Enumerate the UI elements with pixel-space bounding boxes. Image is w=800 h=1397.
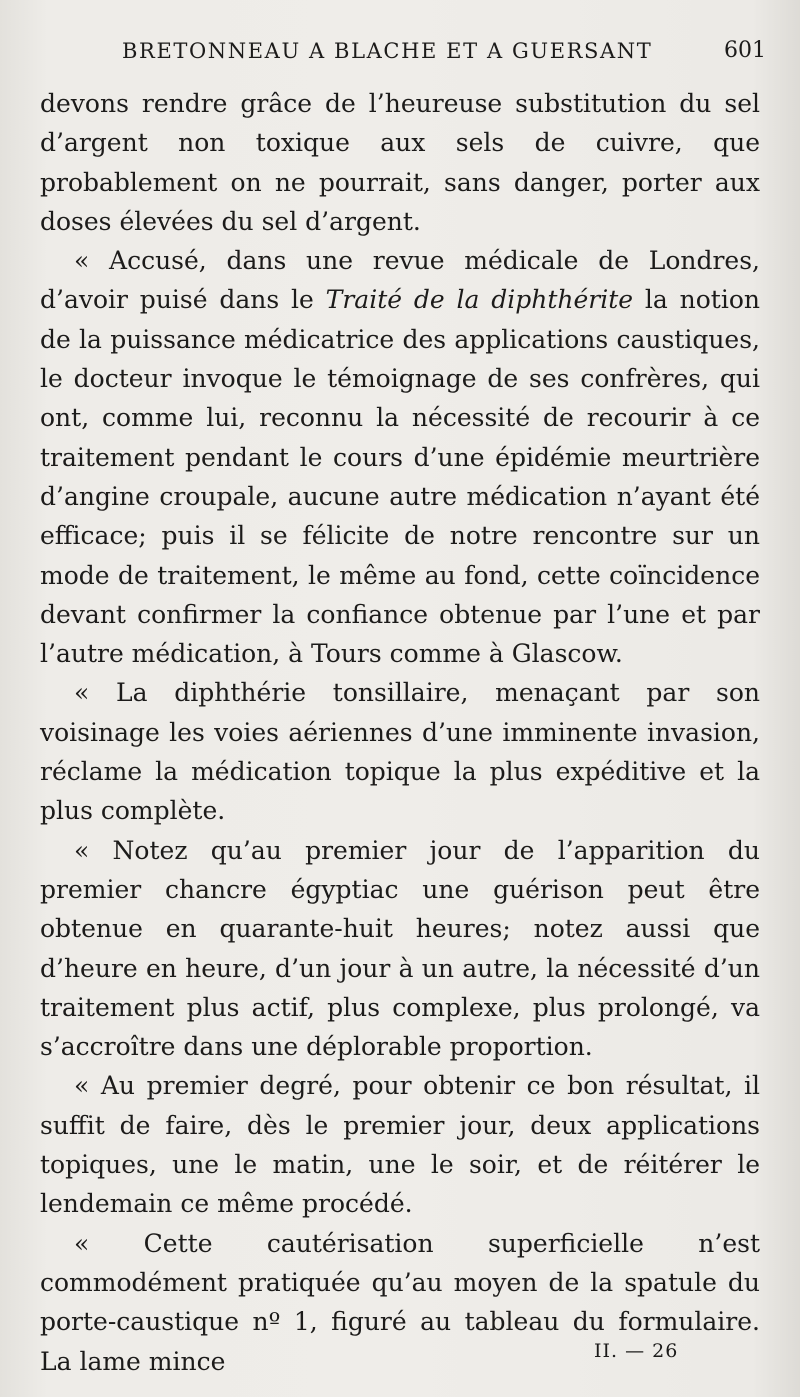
paragraph bbox=[40, 84, 760, 241]
text-run: « Cette cautérisation superficielle n’est commodément pratiquée qu’au moyen de la spatule du porte-caustique nº 1, figuré au tableau du formulaire. La lame mince bbox=[40, 1228, 760, 1376]
running-title: BRETONNEAU A BLACHE ET A GUERSANT bbox=[122, 39, 653, 63]
paragraph bbox=[40, 831, 760, 1067]
signature-mark: II. — 26 bbox=[594, 1340, 679, 1362]
text-run: « La diphthérie tonsillaire, menaçant par son voisinage les voies aériennes d’une imminente invasion, réclame la médication topique la plus expéditive et la plus complète. bbox=[40, 678, 760, 826]
body-text bbox=[40, 84, 760, 1381]
text-run: « Au premier degré, pour obtenir ce bon résultat, il suffit de faire, dès le premier jour, deux applications topiques, une le matin, une le soir, et de réitérer le lendemain ce même procédé. bbox=[40, 1071, 760, 1219]
page-number: 601 bbox=[724, 38, 766, 63]
text-run: « Notez qu’au premier jour de l’apparition du premier chancre égyptiac une guérison peut être obtenue en quarante-huit heures; notez aussi que d’heure en heure, d’un jour à un autre, la nécessité d’un traitement plus actif, plus complexe, plus prolongé, va s’accroître dans une déplorable proportion. bbox=[40, 835, 760, 1062]
book-title-italic: Traité de la diphthérite bbox=[325, 285, 634, 315]
page-header bbox=[40, 34, 766, 68]
paragraph bbox=[40, 1066, 760, 1223]
text-run: « Accusé, dans une revue médicale de Londres, d’avoir puisé dans le bbox=[40, 246, 760, 315]
text-run: devons rendre grâce de l’heureuse substitution du sel d’argent non toxique aux sels de cuivre, que probablement on ne pourrait, sans danger, porter aux doses élevées du sel d’argent. bbox=[40, 89, 760, 236]
paragraph bbox=[40, 241, 760, 673]
text-run: la notion de la puissance médicatrice des applications caustiques, le docteur invoque le témoignage de ses confrères, qui ont, comme lui, reconnu la nécessité de recourir à ce traitement pendant le cours d’une épidémie meurtrière d’angine croupale, aucune autre médication n’ayant été efficace; puis il se félicite de notre rencontre sur un mode de traitement, le même au fond, cette coïncidence devant confirmer la confiance obtenue par l’une et par l’autre médication, à Tours comme à Glascow. bbox=[40, 285, 760, 669]
paragraph bbox=[40, 673, 760, 830]
